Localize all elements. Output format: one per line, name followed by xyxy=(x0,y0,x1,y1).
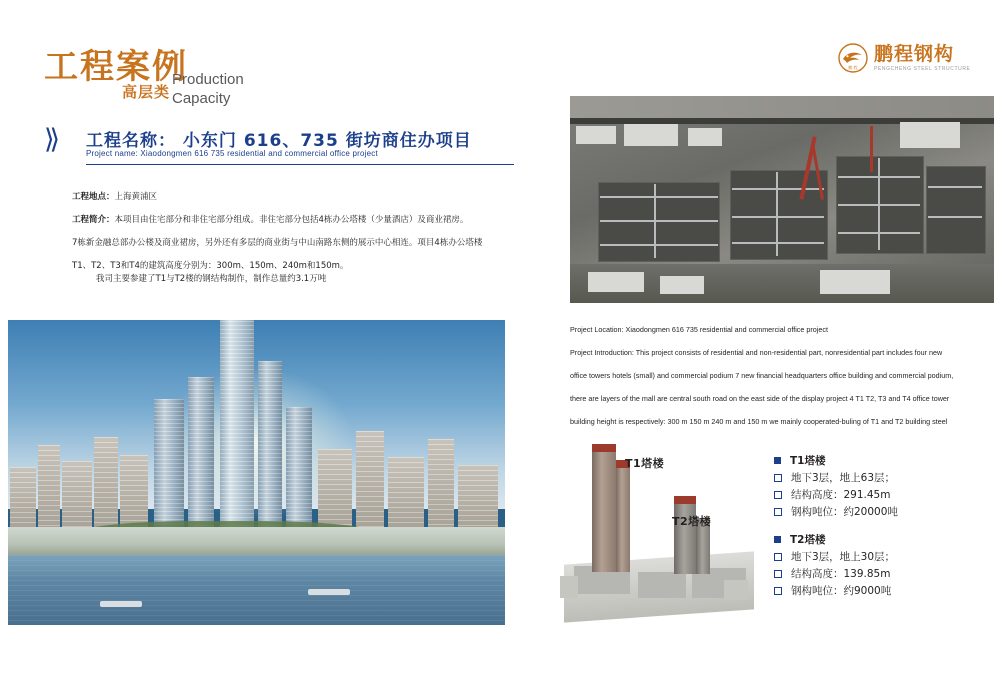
double-chevron-right-icon: ⟩⟩ xyxy=(44,124,56,155)
model-podium-block xyxy=(638,572,686,598)
project-location-row xyxy=(72,186,512,209)
background-building xyxy=(388,457,424,527)
hollow-square-bullet-icon xyxy=(774,508,782,516)
project-intro-line2: 7栋新金融总部办公楼及商业裙房，另外还有多层的商业街与中山南路东侧的展示中心相连。项目4栋办公塔楼 xyxy=(72,238,483,248)
page-title-en-line1: Production xyxy=(172,71,244,88)
construction-site-photo xyxy=(570,96,994,303)
project-location-value: 上海黄浦区 xyxy=(114,192,158,202)
tower-t4 xyxy=(188,377,214,527)
hollow-square-bullet-icon xyxy=(774,570,782,578)
project-intro-line1: 本项目由住宅部分和非住宅部分组成。非住宅部分包括4栋办公塔楼（少量酒店）及商业裙房。 xyxy=(114,215,469,225)
steel-brace xyxy=(732,242,824,244)
site-road xyxy=(570,96,994,118)
excavation-pit xyxy=(730,170,828,260)
site-building xyxy=(688,128,722,146)
project-details-cn xyxy=(72,186,512,278)
site-building xyxy=(624,124,678,146)
excavation-pit xyxy=(598,182,720,262)
river-water xyxy=(8,555,505,625)
project-intro-en-line4: building height is respectively: 300 m 150 m 240 m and 150 m we mainly cooperated-buling of T1 and T2 building steel xyxy=(570,417,948,426)
steel-brace xyxy=(732,216,824,218)
site-building xyxy=(588,272,644,292)
project-intro-en-line3: there are layers of the mall are central south road on the east side of the display project 4 T1 T2, T3 and T4 office tower xyxy=(570,394,950,403)
page-title-cn: 工程案例 xyxy=(44,47,188,87)
background-building xyxy=(38,445,60,527)
steel-brace xyxy=(878,158,880,250)
spec-row-t2-tonnage-label: 钢构吨位：约9000吨 xyxy=(791,585,892,597)
project-name-divider xyxy=(86,164,514,165)
spec-row-t2-floors-label: 地下3层，地上30层； xyxy=(791,551,896,563)
spec-row-t2-height xyxy=(774,565,895,582)
project-intro-row1 xyxy=(72,209,512,232)
background-building xyxy=(10,467,36,527)
page-title xyxy=(44,47,374,110)
site-building xyxy=(820,270,890,294)
model-tower-t1-roof xyxy=(592,444,616,452)
page-title-en-line2: Capacity xyxy=(172,90,231,107)
spec-title-t1-label: T1塔楼 xyxy=(790,455,826,467)
steel-brace xyxy=(654,184,656,258)
spec-group-t1 xyxy=(774,452,898,520)
spec-row-t1-height xyxy=(774,486,898,503)
logo-name-cn: 鹏程钢构 xyxy=(874,42,955,65)
page-subtitle-cn: 高层类 xyxy=(122,83,171,101)
background-building xyxy=(428,439,454,527)
spec-row-t1-tonnage xyxy=(774,503,898,520)
model-tower-t1 xyxy=(592,450,616,572)
spec-title-t1 xyxy=(774,452,898,469)
spec-title-t2 xyxy=(774,531,895,548)
tower-t3 xyxy=(154,399,184,527)
project-details-en xyxy=(570,318,990,456)
spec-row-t1-floors-label: 地下3层，地上63层； xyxy=(791,472,896,484)
steel-brace xyxy=(928,216,982,218)
spec-group-t2 xyxy=(774,531,895,599)
background-building xyxy=(356,431,384,527)
tower-t1-main xyxy=(220,320,254,527)
site-building xyxy=(660,276,704,294)
background-building xyxy=(120,455,148,527)
steel-brace xyxy=(776,172,778,256)
spec-title-t2-label: T2塔楼 xyxy=(790,534,826,546)
background-building xyxy=(458,465,498,527)
filled-square-bullet-icon xyxy=(774,536,781,543)
background-building xyxy=(318,449,352,527)
model-label-t1: T1塔楼 xyxy=(625,457,665,470)
steel-brace xyxy=(600,220,718,222)
svg-text:鹏 程: 鹏 程 xyxy=(848,65,858,70)
steel-brace xyxy=(928,186,982,188)
project-intro-en-line2: office towers hotels (small) and commercial podium 7 new financial headquarters office building and commercial podium, xyxy=(570,371,954,380)
project-name-en: Project name: Xiaodongmen 616 735 residential and commercial office project xyxy=(86,149,378,158)
steel-brace xyxy=(600,244,718,246)
hollow-square-bullet-icon xyxy=(774,474,782,482)
boat xyxy=(308,589,350,595)
background-building xyxy=(94,437,118,527)
model-small-block xyxy=(724,580,748,600)
project-location-label: 工程地点： xyxy=(72,192,115,202)
page-title-en xyxy=(172,70,302,108)
spec-row-t1-floors xyxy=(774,469,898,486)
spec-row-t1-height-label: 结构高度：291.45m xyxy=(791,489,891,501)
boat xyxy=(100,601,142,607)
site-building xyxy=(576,126,616,144)
project-note-cn: 我司主要参建了T1与T2楼的钢结构制作，制作总量约3.1万吨 xyxy=(96,274,327,284)
steel-brace xyxy=(600,196,718,198)
logo-name-en: PENGCHENG STEEL STRUCTURE xyxy=(874,65,971,72)
hollow-square-bullet-icon xyxy=(774,491,782,499)
background-building xyxy=(62,461,92,527)
model-tower-t2-roof xyxy=(674,496,696,504)
project-location-en: Project Location: Xiaodongmen 616 735 residential and commercial office project xyxy=(570,325,828,334)
site-building xyxy=(900,122,960,148)
model-label-t2: T2塔楼 xyxy=(672,515,712,528)
spec-row-t2-floors xyxy=(774,548,895,565)
project-intro-en-line1: Project Introduction: This project consists of residential and non-residential part, nonresidential part includes four new xyxy=(570,348,943,357)
spec-row-t1-tonnage-label: 钢构吨位：约20000吨 xyxy=(791,506,898,518)
steel-brace xyxy=(732,188,824,190)
project-name-bar xyxy=(44,126,514,168)
project-name-cn: 工程名称： 小东门 616、735 街坊商住办项目 xyxy=(86,131,472,151)
spec-row-t2-height-label: 结构高度：139.85m xyxy=(791,568,891,580)
riverside-promenade xyxy=(8,527,505,554)
tower-crane xyxy=(870,126,873,172)
hollow-square-bullet-icon xyxy=(774,587,782,595)
project-intro-line3: T1、T2、T3和T4的建筑高度分别为：300m、150m、240m和150m。 xyxy=(72,261,349,271)
excavation-pit xyxy=(926,166,986,254)
model-tower-t1-wing xyxy=(616,466,630,572)
architectural-render-photo xyxy=(8,320,505,625)
filled-square-bullet-icon xyxy=(774,457,781,464)
hollow-square-bullet-icon xyxy=(774,553,782,561)
project-intro-label: 工程简介： xyxy=(72,215,115,225)
tower-secondary xyxy=(286,407,312,527)
tower-t2-main xyxy=(258,361,282,527)
model-small-block xyxy=(560,576,578,598)
company-logo xyxy=(838,40,988,76)
spec-row-t2-tonnage xyxy=(774,582,895,599)
phoenix-logo-icon xyxy=(838,43,868,73)
